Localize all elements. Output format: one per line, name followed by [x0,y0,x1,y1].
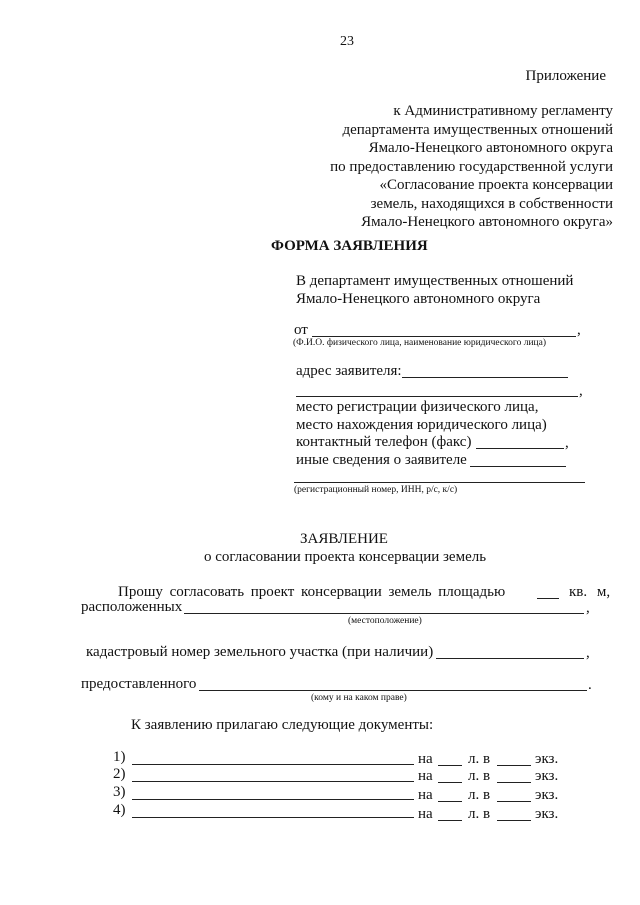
document-copies-line[interactable] [497,801,531,802]
phone-label: контактный телефон (факс) [296,434,472,450]
document-name-line[interactable] [132,764,414,765]
area-blank-line[interactable] [537,598,559,599]
from-label: от [294,322,308,338]
address-blank-line-2[interactable] [296,396,578,397]
cadastral-blank-line[interactable] [436,658,584,659]
appendix-line: Ямало-Ненецкого автономного округа [368,140,613,156]
appendix-line: «Согласование проекта консервации [379,177,613,193]
appendix-line: к Административному регламенту [393,103,613,119]
document-on-label: на [418,768,433,784]
document-on-label: на [418,787,433,803]
form-title: ФОРМА ЗАЯВЛЕНИЯ [271,238,428,254]
address-blank-line-1[interactable] [402,377,568,378]
location-hint: (местоположение) [348,616,422,626]
area-unit: кв. м, [569,584,611,600]
appendix-block [330,102,613,232]
document-row-number: 2) [113,766,126,782]
document-copies-line[interactable] [497,765,531,766]
document-pages-label: л. в [468,787,491,803]
document-pages-line[interactable] [438,782,462,783]
document-name-line[interactable] [132,817,414,818]
appendix-line: департамента имущественных отношений [342,121,613,138]
document-pages-label: л. в [468,768,491,784]
document-copies-line[interactable] [497,782,531,783]
provided-label: предоставленного [81,676,197,692]
appendix-title: Приложение [525,68,606,84]
statement-title: ЗАЯВЛЕНИЕ [300,531,388,547]
from-blank-line[interactable] [312,336,576,337]
document-name-line[interactable] [132,781,414,782]
address-label: адрес заявителя: [296,363,402,379]
provided-blank-line[interactable] [199,690,587,691]
appendix-line: земель, находящихся в собственности [370,195,613,212]
location-blank-line[interactable] [184,613,584,614]
document-on-label: на [418,751,433,767]
document-pages-line[interactable] [438,765,462,766]
statement-subtitle: о согласовании проекта консервации земель [204,549,487,565]
document-copies-label: экз. [535,751,559,767]
attachments-intro: К заявлению прилагаю следующие документы: [131,717,434,733]
document-pages-line[interactable] [438,820,462,821]
document-pages-line[interactable] [438,801,462,802]
document-row-number: 1) [113,749,126,765]
document-copies-line[interactable] [497,820,531,821]
provided-period: . [588,677,592,693]
other-info-blank-line-2[interactable] [294,482,585,483]
addressee-line-2: Ямало-Ненецкого автономного округа [296,291,541,307]
document-pages-label: л. в [468,806,491,822]
document-row-number: 4) [113,802,126,818]
appendix-line: Ямало-Ненецкого автономного округа» [361,214,613,230]
document-name-line[interactable] [132,799,414,800]
phone-comma: , [565,435,569,451]
document-copies-label: экз. [535,768,559,784]
cadastral-comma: , [586,645,590,661]
other-info-label: иные сведения о заявителе [296,452,467,468]
addressee-line-1: В департамент имущественных отношений [296,273,574,289]
other-info-blank-line-1[interactable] [470,466,566,467]
document-pages-label: л. в [468,751,491,767]
location-comma: , [586,600,590,616]
located-label: расположенных [81,599,183,615]
request-text: Прошу согласовать проект консервации земель площадью [118,584,506,600]
provided-hint: (кому и на каком праве) [311,693,407,703]
phone-blank-line[interactable] [476,448,564,449]
address-comma: , [579,383,583,399]
document-copies-label: экз. [535,806,559,822]
document-row-number: 3) [113,784,126,800]
document-on-label: на [418,806,433,822]
cadastral-label: кадастровый номер земельного участка (при наличии) [86,644,434,660]
appendix-line: по предоставлению государственной услуги [330,158,613,175]
other-info-hint: (регистрационный номер, ИНН, р/с, к/с) [294,485,458,495]
from-comma: , [577,322,581,338]
location-place: место нахождения юридического лица) [296,417,547,433]
page-number: 23 [340,34,354,49]
from-hint: (Ф.И.О. физического лица, наименование юридического лица) [293,338,546,348]
document-copies-label: экз. [535,787,559,803]
registration-place: место регистрации физического лица, [296,399,539,415]
